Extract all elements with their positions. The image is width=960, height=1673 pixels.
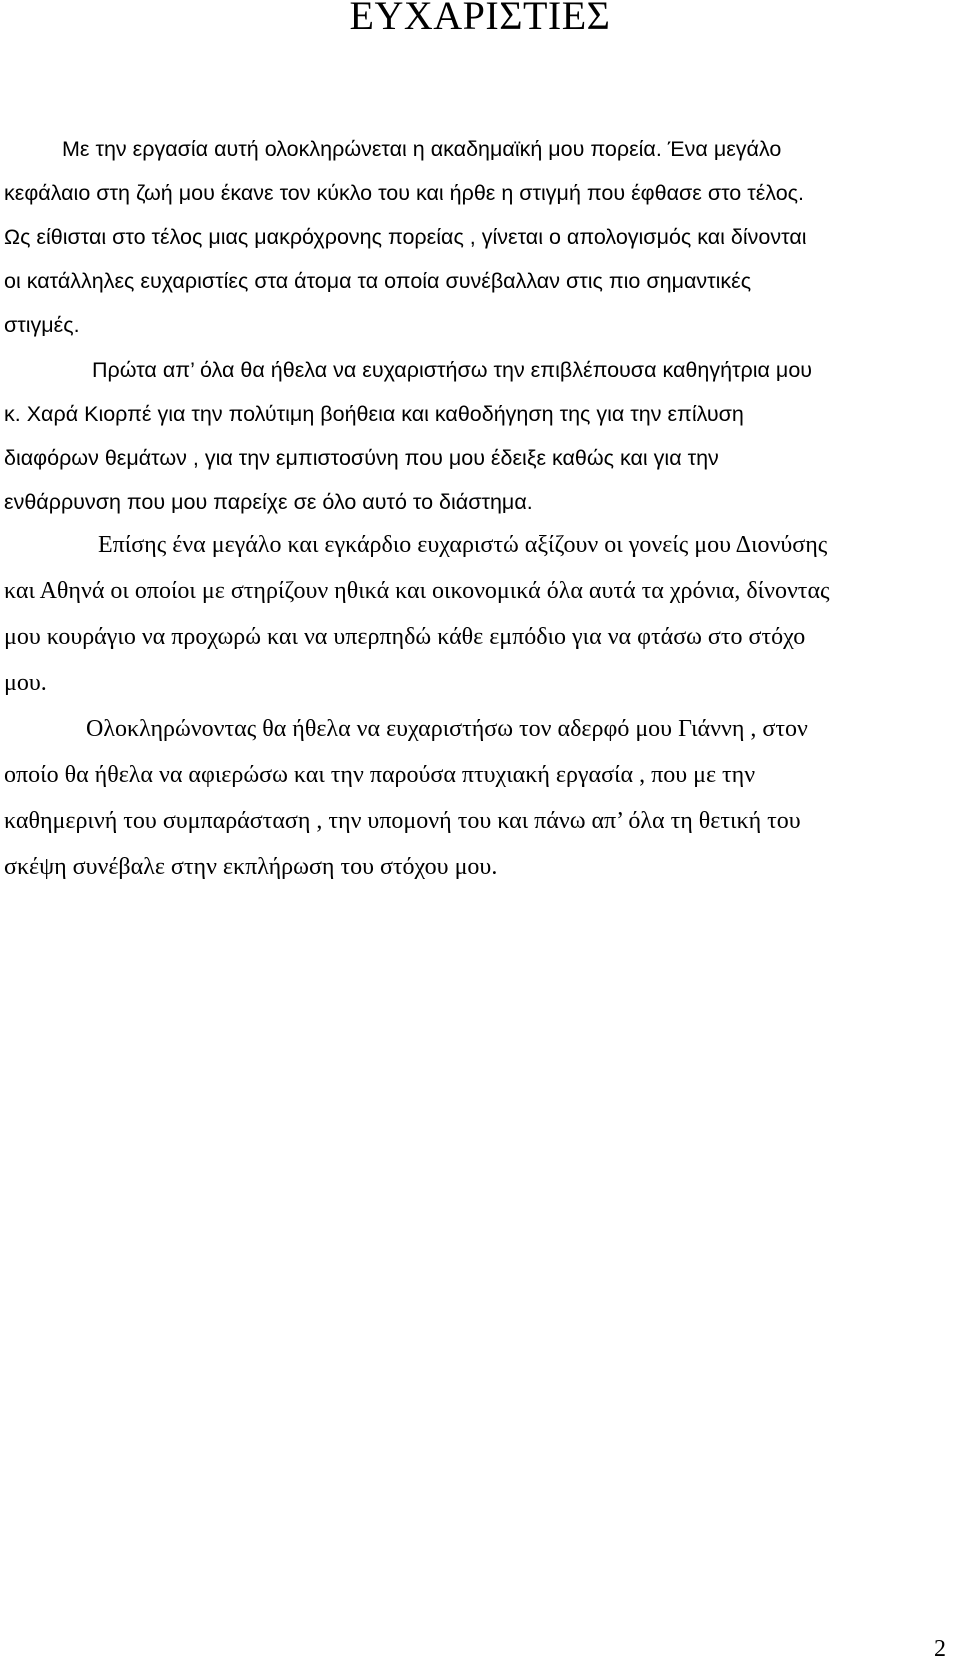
paragraph-2-line-2: κ. Χαρά Κιορπέ για την πολύτιμη βοήθεια και καθοδήγηση της για την επίλυση bbox=[4, 402, 744, 426]
paragraph-3-line-4: μου. bbox=[4, 670, 47, 696]
paragraph-3-line-3: μου κουράγιο να προχωρώ και να υπερπηδώ κάθε εμπόδιο για να φτάσω στο στόχο bbox=[4, 624, 806, 650]
paragraph-3-line-1: Επίσης ένα μεγάλο και εγκάρδιο ευχαριστώ αξίζουν οι γονείς μου Διονύσης bbox=[98, 532, 828, 558]
paragraph-2-line-4: ενθάρρυνση που μου παρείχε σε όλο αυτό το διάστημα. bbox=[4, 490, 533, 514]
paragraph-2-line-3: διαφόρων θεμάτων , για την εμπιστοσύνη που μου έδειξε καθώς και για την bbox=[4, 446, 719, 470]
paragraph-1-line-3: Ως είθισται στο τέλος μιας μακρόχρονης πορείας , γίνεται ο απολογισμός και δίνονται bbox=[4, 225, 807, 249]
paragraph-1-line-5: στιγμές. bbox=[4, 313, 80, 337]
page-number: 2 bbox=[934, 1636, 946, 1662]
paragraph-1-line-4: οι κατάλληλες ευχαριστίες στα άτομα τα οποία συνέβαλλαν στις πιο σημαντικές bbox=[4, 269, 752, 293]
paragraph-2-line-1: Πρώτα απ’ όλα θα ήθελα να ευχαριστήσω την επιβλέπουσα καθηγήτρια μου bbox=[92, 358, 813, 382]
paragraph-4-line-3: καθημερινή του συμπαράσταση , την υπομονή του και πάνω απ’ όλα τη θετική του bbox=[4, 808, 801, 834]
paragraph-4-line-1: Ολοκληρώνοντας θα ήθελα να ευχαριστήσω τον αδερφό μου Γιάννη , στον bbox=[86, 716, 808, 742]
paragraph-3-line-2: και Αθηνά οι οποίοι με στηρίζουν ηθικά και οικονομικά όλα αυτά τα χρόνια, δίνοντας bbox=[4, 578, 830, 604]
paragraph-1-line-1: Με την εργασία αυτή ολοκληρώνεται η ακαδημαϊκή μου πορεία. Ένα μεγάλο bbox=[62, 137, 782, 161]
paragraph-1-line-2: κεφάλαιο στη ζωή μου έκανε τον κύκλο του και ήρθε η στιγμή που έφθασε στο τέλος. bbox=[4, 181, 805, 205]
paragraph-4-line-2: οποίο θα ήθελα να αφιερώσω και την παρούσα πτυχιακή εργασία , που με την bbox=[4, 762, 756, 788]
page-title: ΕΥΧΑΡΙΣΤΙΕΣ bbox=[349, 0, 611, 38]
paragraph-4-line-4: σκέψη συνέβαλε στην εκπλήρωση του στόχου μου. bbox=[4, 854, 498, 880]
